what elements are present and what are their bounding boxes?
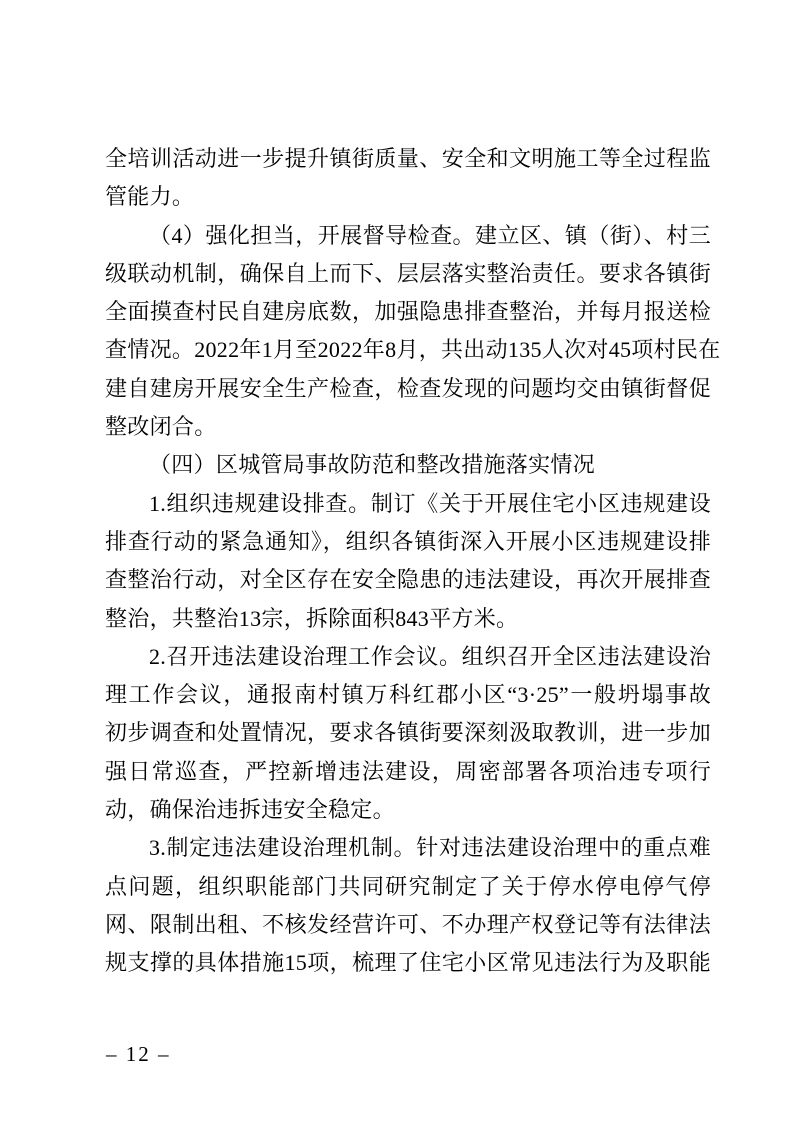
text-line: 规支撑的具体措施15项，梳理了住宅小区常见违法行为及职能 (105, 950, 711, 976)
text-line: 强日常巡查，严控新增违法建设，周密部署各项治违专项行 (105, 758, 711, 784)
text-line: 查整治行动，对全区存在安全隐患的违法建设，再次开展排查 (105, 567, 711, 593)
text-line: 管能力。 (105, 184, 195, 210)
text-line: （4）强化担当，开展督导检查。建立区、镇（街）、村三 (149, 222, 711, 248)
document-body (105, 140, 721, 983)
text-line: 级联动机制，确保自上而下、层层落实整治责任。要求各镇街 (105, 260, 711, 286)
text-line: 点问题，组织职能部门共同研究制定了关于停水停电停气停 (105, 873, 711, 899)
text-line: 3.制定违法建设治理机制。针对违法建设治理中的重点难 (149, 835, 711, 861)
page-number: – 12 – (106, 1042, 171, 1066)
text-line: 1.组织违规建设排查。制订《关于开展住宅小区违规建设 (149, 490, 711, 516)
text-line: 2.召开违法建设治理工作会议。组织召开全区违法建设治 (149, 643, 711, 669)
text-line: 排查行动的紧急通知》，组织各镇街深入开展小区违规建设排 (105, 528, 711, 554)
text-line: 初步调查和处置情况，要求各镇街要深刻汲取教训，进一步加 (105, 720, 711, 746)
text-line: 查情况。2022年1月至2022年8月，共出动135人次对45项村民在 (105, 337, 721, 363)
text-line: 网、限制出租、不核发经营许可、不办理产权登记等有法律法 (105, 911, 711, 937)
text-line: 理工作会议，通报南村镇万科红郡小区“3·25”一般坍塌事故 (105, 682, 711, 708)
text-line: 建自建房开展安全生产检查，检查发现的问题均交由镇街督促 (105, 375, 711, 401)
text-line: 全培训活动进一步提升镇街质量、安全和文明施工等全过程监 (105, 146, 711, 171)
text-line: 动，确保治违拆违安全稳定。 (105, 797, 395, 823)
section-heading-line: （四）区城管局事故防范和整改措施落实情况 (149, 452, 596, 478)
text-line: 整治，共整治13宗，拆除面积843平方米。 (105, 605, 519, 631)
text-line: 整改闭合。 (105, 414, 217, 440)
text-line: 全面摸查村民自建房底数，加强隐患排查整治，并每月报送检 (105, 299, 711, 325)
